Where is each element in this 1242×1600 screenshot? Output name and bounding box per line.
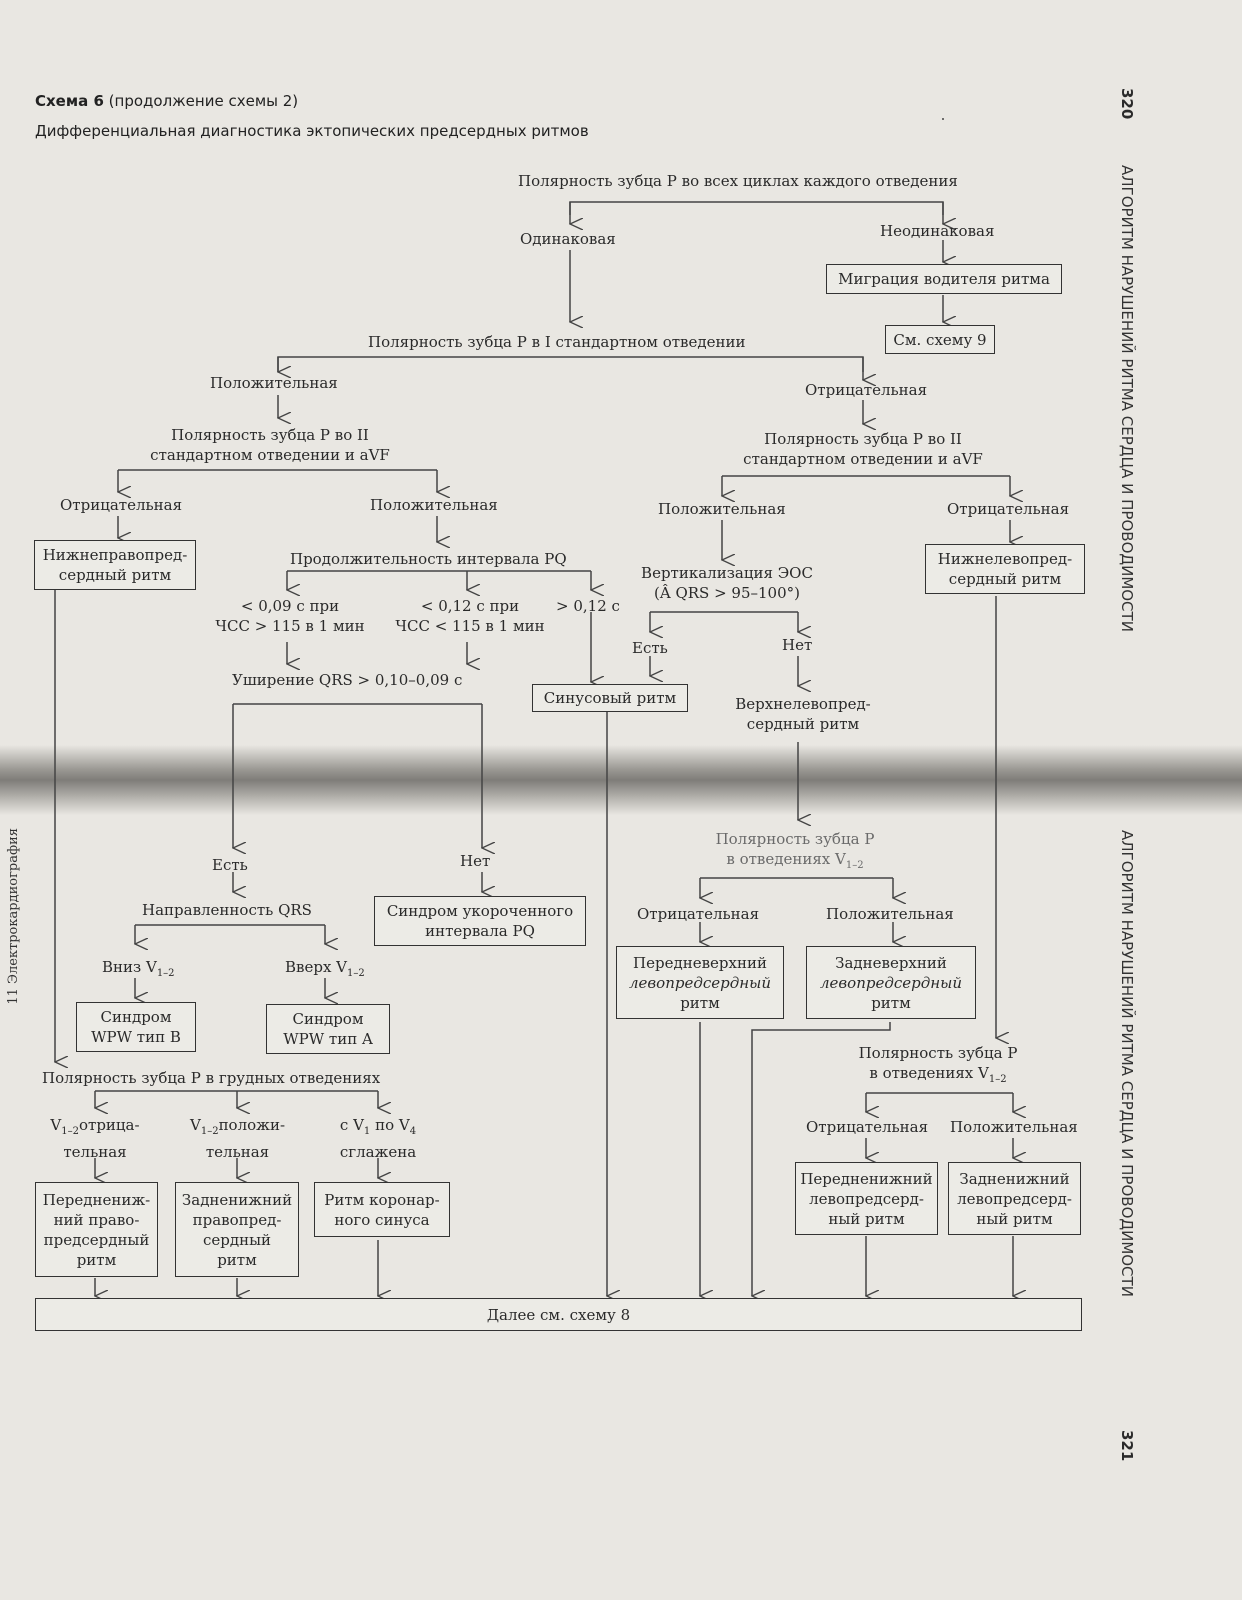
box-wpw-a: Синдром WPW тип A [266, 1004, 390, 1054]
node-yes2: Есть [212, 856, 248, 874]
box-low-left-atrial: Нижнелевопред- сердный ритм [925, 544, 1085, 594]
node-qrs-dir: Направленность QRS [142, 901, 312, 919]
box-post-low-right: Задненижний правопред- сердный ритм [175, 1182, 299, 1277]
node-qrs-wide: Уширение QRS > 0,10–0,09 с [232, 671, 463, 689]
node-eos: Вертикализация ЭОС (Â QRS > 95–100°) [641, 564, 813, 602]
box-sinus: Синусовый ритм [532, 684, 688, 712]
node-chest-pos: $V_{1-2}положи-$ тельная [189, 1116, 286, 1161]
page-number-bottom: 321 [1118, 1430, 1136, 1462]
node-up: Вверх $V_{1-2}$ [285, 958, 365, 979]
box-ant-low-left: Передненижний левопредсерд- ный ритм [795, 1162, 938, 1235]
node-upper-left-atrial: Верхнелевопред- сердный ритм [735, 695, 871, 733]
node-no2: Нет [460, 852, 491, 870]
box-next-scheme: Далее см. схему 8 [35, 1298, 1082, 1331]
node-lead2-right: Полярность зубца P во II стандартном отведении и aVF [743, 430, 983, 468]
node-no1: Нет [782, 636, 813, 654]
box-post-upper-left: Задневерхний левопредсердный ритм [806, 946, 976, 1019]
node-same: Одинаковая [520, 230, 616, 248]
running-title-bottom: АЛГОРИТМ НАРУШЕНИЙ РИТМА СЕРДЦА И ПРОВОДИМОСТИ [1118, 830, 1136, 1297]
node-neg-ll: Отрицательная [60, 496, 183, 514]
node-chest-flat: с $V_1$ по $V_4$ сглажена [339, 1116, 417, 1161]
box-coronary-sinus: Ритм коронар- ного синуса [314, 1182, 450, 1237]
page-number-top: 320 [1118, 88, 1136, 120]
box-migration: Миграция водителя ритма [826, 264, 1062, 294]
node-neg1: Отрицательная [805, 381, 928, 399]
node-pq1: < 0,09 с при ЧСС > 115 в 1 мин [215, 597, 365, 635]
running-title-top: АЛГОРИТМ НАРУШЕНИЙ РИТМА СЕРДЦА И ПРОВОДИМОСТИ [1118, 165, 1136, 632]
node-lead1: Полярность зубца P в I стандартном отведении [368, 333, 746, 351]
node-v12-bottom: Полярность зубца P в отведениях $V_{1-2}$ [858, 1044, 1018, 1085]
left-running-title: 11 Электрокардиография [6, 828, 21, 1005]
node-v12-neg2: Отрицательная [806, 1118, 929, 1136]
box-ant-low-right: Переднениж- ний право- предсердный ритм [35, 1182, 158, 1277]
box-low-right-atrial: Нижнеправопред- сердный ритм [34, 540, 196, 590]
scheme-title: Схема 6 (продолжение схемы 2) [35, 92, 299, 110]
box-short-pq: Синдром укороченного интервала PQ [374, 896, 586, 946]
scheme-subtitle: Дифференциальная диагностика эктопических предсердных ритмов [35, 122, 589, 140]
node-chest-neg: $V_{1-2}отрица-$ тельная [50, 1116, 140, 1161]
node-v12-neg: Отрицательная [637, 905, 760, 923]
node-down: Вниз $V_{1-2}$ [102, 958, 175, 979]
node-v12-pos: Положительная [826, 905, 954, 923]
node-v12-top: Полярность зубца P в отведениях $V_{1-2}$ [715, 830, 875, 871]
node-neg-rr: Отрицательная [947, 500, 1070, 518]
node-chest: Полярность зубца P в грудных отведениях [42, 1069, 381, 1087]
node-pq: Продолжительность интервала PQ [290, 550, 567, 568]
node-pq3: > 0,12 с [556, 597, 620, 615]
node-pos-rl: Положительная [658, 500, 786, 518]
node-notsame: Неодинаковая [880, 222, 995, 240]
node-lead2-left: Полярность зубца P во II стандартном отведении и aVF [150, 426, 390, 464]
box-post-low-left: Задненижний левопредсерд- ный ритм [948, 1162, 1081, 1235]
box-ant-upper-left: Передневерхний левопредсердный ритм [616, 946, 784, 1019]
node-root: Полярность зубца P во всех циклах каждого отведения [518, 172, 958, 190]
node-pos1: Положительная [210, 374, 338, 392]
node-pq2: < 0,12 с при ЧСС < 115 в 1 мин [395, 597, 545, 635]
node-v12-pos2: Положительная [950, 1118, 1078, 1136]
box-see9: См. схему 9 [885, 325, 995, 354]
box-wpw-b: Синдром WPW тип B [76, 1002, 196, 1052]
node-pos-lr: Положительная [370, 496, 498, 514]
node-yes1: Есть [632, 639, 668, 657]
